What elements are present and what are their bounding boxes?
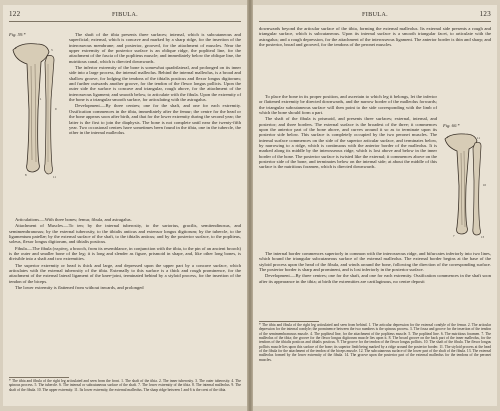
svg-text:1: 1	[447, 135, 449, 139]
left-page	[3, 5, 247, 406]
right-column-bottom	[259, 251, 491, 285]
left-footnote: * The tibia and fibula of the right leg articulated and seen from the front. 1. The shaft of the tibia. 2. The inner tuberosity. 3. The outer tuberosity. 4. The spinous process. 5. The tubercle. 6. The internal or subcutaneous surface of the shaft. 7. The lower extremity of the tibia. 8. The internal malleolus. 9. The shaft of the fibula. 10. The upper extremity. 11. Its lower extremity, the external malleolus. The sharp ridge between 1 and 6 is the crest of the tibia.	[9, 379, 241, 392]
tibia-fibula-front-illustration	[7, 40, 69, 180]
svg-text:7: 7	[453, 234, 455, 238]
svg-text:11: 11	[477, 136, 480, 140]
left-figure-label: Fig. 59.*	[9, 32, 26, 37]
svg-text:8: 8	[25, 173, 27, 177]
paragraph: The inferior extremity of the bone is somewhat quadrilateral, and prolonged on its inner side into a large process, the internal malleolus. Behind the internal malleolus, is a broad and shallow groove, for lodging the tendons of the tibialis posticus and flexor longus digitorum; and further outwards another groove, for the tendon of the flexor longus pollicis. Upon the outer side the surface is concave and triangular, rough above, for the attachment of the interosseous ligament; and smooth below, to articulate with the fibula. Upon the extremity of the bone is a triangular smooth surface, for articulating with the astragalus.	[69, 65, 241, 103]
paragraph: Development.—By three centres; one for the shaft, and one for each extremity. Ossification commences in the shaft soon after its appearance in the tibia; at birth the extremities are cartilaginous, no centre deposit	[259, 273, 491, 284]
paragraph: downwards beyond the articular surface of the tibia, forming the external malleolus. Its external side presents a rough and triangular surface, which is subcutaneous. Upon its internal surface is a smooth triangular facet, to articulate with the astragalus; and a rough depression, for the attachment of the interosseous ligament. The anterior border is thin and sharp; and the posterior, broad and grooved, for the tendons of the peronei muscles.	[259, 26, 491, 48]
svg-text:11: 11	[53, 175, 56, 179]
svg-text:13: 13	[481, 235, 484, 239]
left-page-number: 122	[9, 10, 21, 18]
paragraph: Fibula.—The fibula (περόνη, a brooch, from its resemblance, in conjunction with the tibia, to the pin of an ancient brooch) is the outer and smaller bone of the leg; it is long and slender as figure, prismoid in shape, and, like other long bones, is divisible into a shaft and two extremities.	[9, 245, 241, 262]
right-figure-label: Fig. 60.*	[443, 123, 460, 128]
paragraph: The shaft of the tibia presents three surfaces; internal, which is subcutaneous and superficial; external, which is concave and marked by a sharp ridge, for the insertion of the interosseous membrane; and posterior, grooved, for the attachment of muscles. Near the upper extremity of the posterior surface is an oblique ridge, the popliteal line, for the attachment of the fascia of the popliteus muscle; and immediately below the oblique line, the nutritious canal, which is directed downwards.	[69, 32, 241, 64]
right-column-middle	[259, 94, 437, 171]
paragraph: The shaft of the fibula is prismoid, and presents three surfaces; external, internal, and posterior; and three borders. The external surface is the broadest of the three; it commences upon the anterior part of the bone above, and curves around it so as to terminate upon its posterior side below. This surface is completely occupied by the two peronei muscles. The internal surface commences on the side of the superior articular surface, and terminates below, by narrowing to a ridge, which is continuous with the anterior border of the malleolus. It is marked along its middle by the interosseous ridge, which is lost above and below in the inner border of the bone. The posterior surface is twisted like the external; it commences above on the posterior side of the bone, and terminates below on the internal side; at about the middle of this surface is the nutritious foramen, which is directed downwards.	[259, 116, 437, 170]
paragraph: Attachment of Muscles.—To ten; by the internal tuberosity, to the sartorius, gracilis, semitendinosus, and semimembranosus; by the external tuberosity, to the tibialis anticus and extensor longus digitorum; by the tubercle, to the ligamentum patellæ; by the external surface of the shaft, to the tibialis anticus; and by the posterior surface, to the popliteus, soleus, flexor longus digitorum, and tibialis posticus.	[9, 223, 241, 245]
left-running-title: FIBULA.	[112, 11, 138, 18]
svg-text:9: 9	[55, 107, 57, 111]
paragraph: Development.—By three centres; one for the shaft, and one for each extremity. Ossification commences in the tibia, immediately after the femur; the centre for the head or the bone appears soon after birth, and that for the lower extremity during the second year; the latter is the first to join the diaphysis. The bone is not complete until near the twenty-fifth year. Two occasional centres have sometimes been found in the tibia, one in the tubercle, the other in the internal malleolus.	[69, 103, 241, 136]
svg-text:3: 3	[51, 48, 53, 52]
right-footnote-rule	[259, 321, 319, 322]
svg-text:1: 1	[40, 97, 42, 101]
svg-text:2: 2	[15, 46, 17, 50]
right-running-title: FIBULA.	[362, 11, 388, 18]
right-footnote: * The tibia and fibula of the right leg articulated and seen from behind. 1. The articular depression for the external condyle of the femur. 2. The articular depression for the internal condyle; the prominence between the two numbers is the spinous process. 3. The fossa and groove for the insertion of the tendon of the semimembranosus muscle. 4. The popliteal line, for the attachment of the popliteus muscle. 5. The popliteal line. 6. The nutritious foramen. 7. The malleolus of the tibia; the groove for the flexor longus digitorum muscle lies upon it. 8. The broad groove on the back part of the inner malleolus, for the tendons of the tibialis posticus and tibialis posticus. 9. The groove for the tendon of the flexor longus pollicis. 10. The shaft of the fibula. The flexor longus pollicis muscle lies upon this surface of the bone; its superior limb being marked by a ridge around the posterior border. 11. The styloid process at the head of the fibula for the attachment of the tendon of the biceps muscle. 12. The subcutaneous surface of the lower part of the shaft of the fibula. 13. The external malleolus formed by the lower extremity of the fibula. 14. The groove upon the posterior part of the external malleolus for the tendons of the peronei muscles.	[259, 323, 491, 362]
paragraph: The lower extremity is flattened from without inwards, and prolonged	[15, 285, 144, 291]
paragraph: To place the bone in its proper position, and ascertain to which leg it belongs, let the inferior or flattened extremity be directed downwards, and the narrow border of the malleolus forwards; the triangular subcutaneous surface will then point to the side corresponding with the limb of which the bone should form a part.	[259, 94, 437, 116]
right-column-top	[259, 26, 491, 48]
paragraph: The superior extremity or head is thick and large, and depressed upon the upper part by a concave surface, which articulates with the external tuberosity of the tibia. Externally to this surface is a thick and rough prominence, for the attachment of the external lateral ligament of the knee-joint, terminated behind by a styloid process, for the insertion of the tendon of the biceps.	[9, 262, 241, 284]
tibia-fibula-back-illustration	[439, 131, 495, 239]
right-page-header	[253, 10, 497, 20]
paragraph: Articulations.—With three bones; femur, fibula, and astragalus.	[15, 217, 132, 222]
left-column-top	[69, 32, 241, 137]
left-column-bottom	[9, 217, 241, 291]
svg-text:10: 10	[483, 183, 486, 187]
left-footnote-rule	[9, 377, 69, 378]
left-header-rule	[9, 21, 241, 22]
paragraph: The internal border commences superiorly in common with the interosseous ridge, and bifurcates inferiorly into two lines, which bound the triangular subcutaneous surface of the external malleolus. The external border begins at the base of the styloid process upon the head of the fibula, and winds around the bone, following the direction of the corresponding surface. The posterior border is sharp and prominent, and is lost inferiorly in the posterior surface.	[259, 251, 491, 273]
right-page-number: 123	[479, 10, 491, 18]
left-page-header	[3, 10, 247, 20]
right-header-rule	[259, 21, 491, 22]
right-page	[253, 5, 497, 406]
